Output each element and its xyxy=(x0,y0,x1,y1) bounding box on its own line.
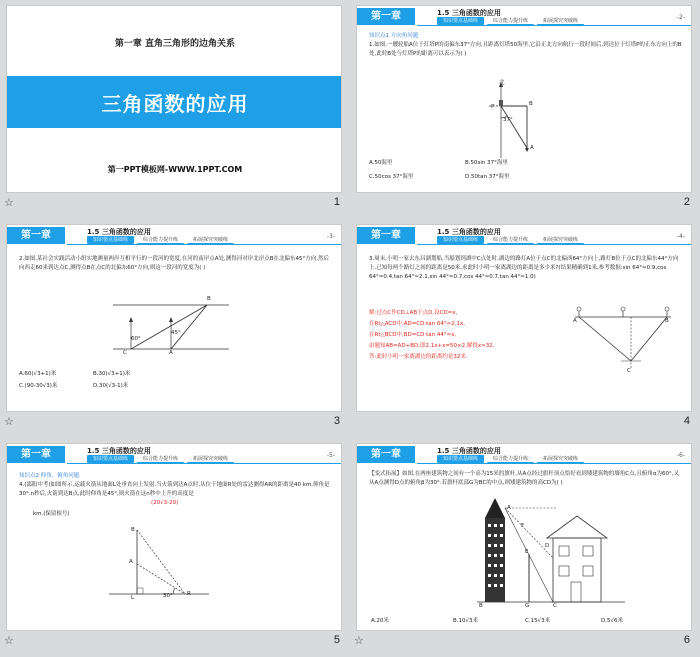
page-indicator: -6- xyxy=(676,452,685,459)
point-d-label: D xyxy=(545,543,550,549)
point-c-label: C xyxy=(123,350,127,356)
angle-45-label: 45° xyxy=(171,330,181,336)
slide-header xyxy=(7,225,342,245)
tab-comprehensive: 综合能力提升练 xyxy=(487,455,534,463)
slide-3[interactable] xyxy=(6,224,342,412)
knowledge-point-label: 知识点1 方向角问题 xyxy=(369,33,419,39)
thumbnail-footer xyxy=(0,196,350,214)
chapter-badge: 第一章 xyxy=(357,8,415,25)
header-divider xyxy=(67,463,342,464)
option-c[interactable]: C.50cos 37°海里 xyxy=(369,174,414,180)
angle-60-label: 60° xyxy=(131,336,141,342)
point-a-label: A xyxy=(530,145,534,151)
option-b[interactable]: B.50sin 37°海里 xyxy=(465,160,508,166)
slide-thumbnail-5[interactable] xyxy=(0,438,350,657)
header-divider xyxy=(67,244,342,245)
point-e-label: E xyxy=(525,549,529,555)
option-a[interactable]: A.20米 xyxy=(371,618,389,624)
question-text: 2.如图,某社会实践活动小组实地测量两岸互相平行的一段河的宽度,在河的南岸点A处,测得河对岸北岸点B在北偏东45°方向,然后向西走60米到达点C,测得点B在点C的北偏东60°方向,则这一段河的宽度为( ) xyxy=(19,256,330,271)
star-icon[interactable]: ☆ xyxy=(4,196,14,209)
page-indicator: -4- xyxy=(676,233,685,240)
thumbnail-footer xyxy=(0,634,350,652)
question-tail: km.(保留根号) xyxy=(33,511,70,517)
point-a-label: A xyxy=(129,559,133,565)
slide-4[interactable] xyxy=(356,224,692,412)
section-title: 1.5 三角函数的应用 xyxy=(87,447,151,455)
point-a-label: A xyxy=(573,318,577,324)
question-text: 4.(邵阳中考)如图所示,运载火箭从地面L处垂直向上发射,当火箭到达A点时,从位于地面R处的雷达测得AR的距离是40 km,仰角是30°.n秒后,火箭到达B点,此时仰角是45°,则火箭在这n秒中上升的高度是 xyxy=(19,482,330,497)
river-diagram xyxy=(111,299,231,355)
point-b-label: B xyxy=(131,527,135,533)
tab-comprehensive: 综合能力提升练 xyxy=(137,236,184,244)
thumbnail-footer xyxy=(350,415,700,433)
point-c-label: C xyxy=(553,603,557,609)
chapter-title: 第一章 直角三角形的边角关系 xyxy=(114,39,236,49)
thumbnail-footer xyxy=(350,196,700,214)
slide-number: 6 xyxy=(683,634,690,646)
point-b-label: B xyxy=(479,603,483,609)
solution-line-4: 由题知AB=AD+BD,即2.1x+x=50×2,解得x≈32. xyxy=(369,343,495,349)
tab-extension: 拓展探究突破练 xyxy=(187,455,234,463)
direction-diagram xyxy=(487,78,567,162)
angle-label: 37° xyxy=(503,117,513,123)
tab-basic: 知识要点基础练 xyxy=(437,236,484,244)
slide-thumbnail-4[interactable] xyxy=(350,219,700,438)
rocket-diagram xyxy=(107,524,211,604)
header-divider xyxy=(417,463,692,464)
lake-diagram xyxy=(571,303,675,373)
section-title: 1.5 三角函数的应用 xyxy=(437,228,501,236)
question-text: 3.周末,小明一家去东昌湖划船,当船划到湖中C点处时,湖边的路灯A位于点C的北偏西64°方向上,路灯B位于点C的北偏东44°方向上.已知每两个路灯之间的距离是50米,求此时小明一家离湖边的距离是多少米?(结果精确到1米,参考数据:sin 64°≈0.9,cos 64°≈0.4,tan 64°≈2.1,sin 44°≈0.7,cos 44°≈0.7,tan 44°≈1.0) xyxy=(369,256,679,280)
option-a[interactable]: A.50海里 xyxy=(369,160,393,166)
tab-basic: 知识要点基础练 xyxy=(437,455,484,463)
slide-1[interactable] xyxy=(6,5,342,193)
slide-number: 3 xyxy=(333,415,340,427)
tab-extension: 拓展探究突破练 xyxy=(537,17,584,25)
slide-thumbnail-1[interactable] xyxy=(0,0,350,219)
option-c[interactable]: C.(90-30√3)米 xyxy=(19,383,58,389)
slide-thumbnail-3[interactable] xyxy=(0,219,350,438)
point-b-label: B xyxy=(665,318,669,324)
star-icon[interactable]: ☆ xyxy=(354,634,364,647)
solution-line-1: 解:过点C作CD⊥AB于点D,设CD=x, xyxy=(369,310,458,316)
option-a[interactable]: A.60(√3+1)米 xyxy=(19,371,57,377)
slide-thumbnail-6[interactable] xyxy=(350,438,700,657)
solution-line-5: 答:此时小明一家离湖边的距离约是32米. xyxy=(369,354,468,360)
slide-6[interactable] xyxy=(356,443,692,631)
angle-label: 30° xyxy=(163,593,173,599)
star-icon[interactable]: ☆ xyxy=(4,634,14,647)
slide-header xyxy=(357,444,692,464)
knowledge-point-label: 知识点2 仰角、俯角问题 xyxy=(19,473,80,479)
tab-extension: 拓展探究突破练 xyxy=(537,455,584,463)
point-a-label: A xyxy=(507,505,511,511)
tab-extension: 拓展探究突破练 xyxy=(187,236,234,244)
slide-header xyxy=(7,444,342,464)
point-l-label: L xyxy=(131,595,135,601)
slide-number: 2 xyxy=(683,196,690,208)
north-label: 北 xyxy=(499,80,505,86)
template-url: 第一PPT模板网-WWW.1PPT.COM xyxy=(107,165,243,174)
thumbnail-footer xyxy=(350,634,700,652)
solution-line-3: 在Rt△BCD中,BD=CD·tan 44°≈x, xyxy=(369,332,457,338)
tab-comprehensive: 综合能力提升练 xyxy=(487,17,534,25)
star-icon[interactable]: ☆ xyxy=(4,415,14,428)
tab-comprehensive: 综合能力提升练 xyxy=(487,236,534,244)
tab-comprehensive: 综合能力提升练 xyxy=(137,455,184,463)
tab-basic: 知识要点基础练 xyxy=(87,236,134,244)
option-d[interactable]: D.5√6米 xyxy=(601,618,623,624)
tab-basic: 知识要点基础练 xyxy=(437,17,484,25)
tab-extension: 拓展探究突破练 xyxy=(537,236,584,244)
option-b[interactable]: B.30(√3+1)米 xyxy=(93,371,131,377)
slide-number: 4 xyxy=(683,415,690,427)
slide-thumbnail-2[interactable] xyxy=(350,0,700,219)
solution-line-2: 在Rt△ACD中,AD=CD·tan 64°≈2.1x, xyxy=(369,321,465,327)
answer-text: (20√3-20) xyxy=(151,500,179,506)
option-d[interactable]: D.30(√3-1)米 xyxy=(93,383,129,389)
chapter-badge: 第一章 xyxy=(7,227,65,244)
slide-header xyxy=(357,225,692,245)
question-text: 1.如图,一艘轮船A位于灯塔P的南偏东37°方向,且距离灯塔50海里,它沿正北方向航行一段时间后,到达位于灯塔P的正东方向上的B处,此时B处与灯塔P的距离可以表示为( ) xyxy=(369,42,682,57)
slide-5[interactable] xyxy=(6,443,342,631)
point-c-label: C xyxy=(627,368,631,374)
tab-basic: 知识要点基础练 xyxy=(87,455,134,463)
slide-number: 5 xyxy=(333,634,340,646)
slide-title: 三角函数的应用 xyxy=(101,92,249,116)
section-title: 1.5 三角函数的应用 xyxy=(87,228,151,236)
header-divider xyxy=(417,244,692,245)
option-c[interactable]: C.15√3米 xyxy=(525,618,551,624)
point-f-label: F xyxy=(521,523,525,529)
slide-2[interactable] xyxy=(356,5,692,193)
point-a-label: A xyxy=(169,350,173,356)
buildings-diagram xyxy=(477,494,627,606)
page-indicator: -5- xyxy=(326,452,335,459)
chapter-badge: 第一章 xyxy=(357,446,415,463)
option-b[interactable]: B.10√3米 xyxy=(453,618,479,624)
point-r-label: R xyxy=(187,591,191,597)
chapter-badge: 第一章 xyxy=(357,227,415,244)
point-p-label: P xyxy=(491,104,495,110)
point-g-label: G xyxy=(525,603,530,609)
header-divider xyxy=(417,25,692,26)
slide-number: 1 xyxy=(333,196,340,208)
option-d[interactable]: D.50tan 37°海里 xyxy=(465,174,510,180)
page-indicator: -3- xyxy=(326,233,335,240)
point-b-label: B xyxy=(207,296,211,302)
point-b-label: B xyxy=(529,101,533,107)
slide-header xyxy=(357,6,692,26)
chapter-badge: 第一章 xyxy=(7,446,65,463)
question-text: 【变式拓展】如图,在两座建筑物之间有一个高为15米的旗杆,从A点经过旗杆顶点恰好看到矮建筑物的墙角C点,且俯角α为60°,又从A点测得D点的俯角β为30°.若旗杆底部G为BC的中点,则矮建筑物的高CD为( ) xyxy=(369,471,679,486)
page-indicator: -2- xyxy=(676,14,685,21)
section-title: 1.5 三角函数的应用 xyxy=(437,9,501,17)
section-title: 1.5 三角函数的应用 xyxy=(437,447,501,455)
thumbnail-footer xyxy=(0,415,350,433)
